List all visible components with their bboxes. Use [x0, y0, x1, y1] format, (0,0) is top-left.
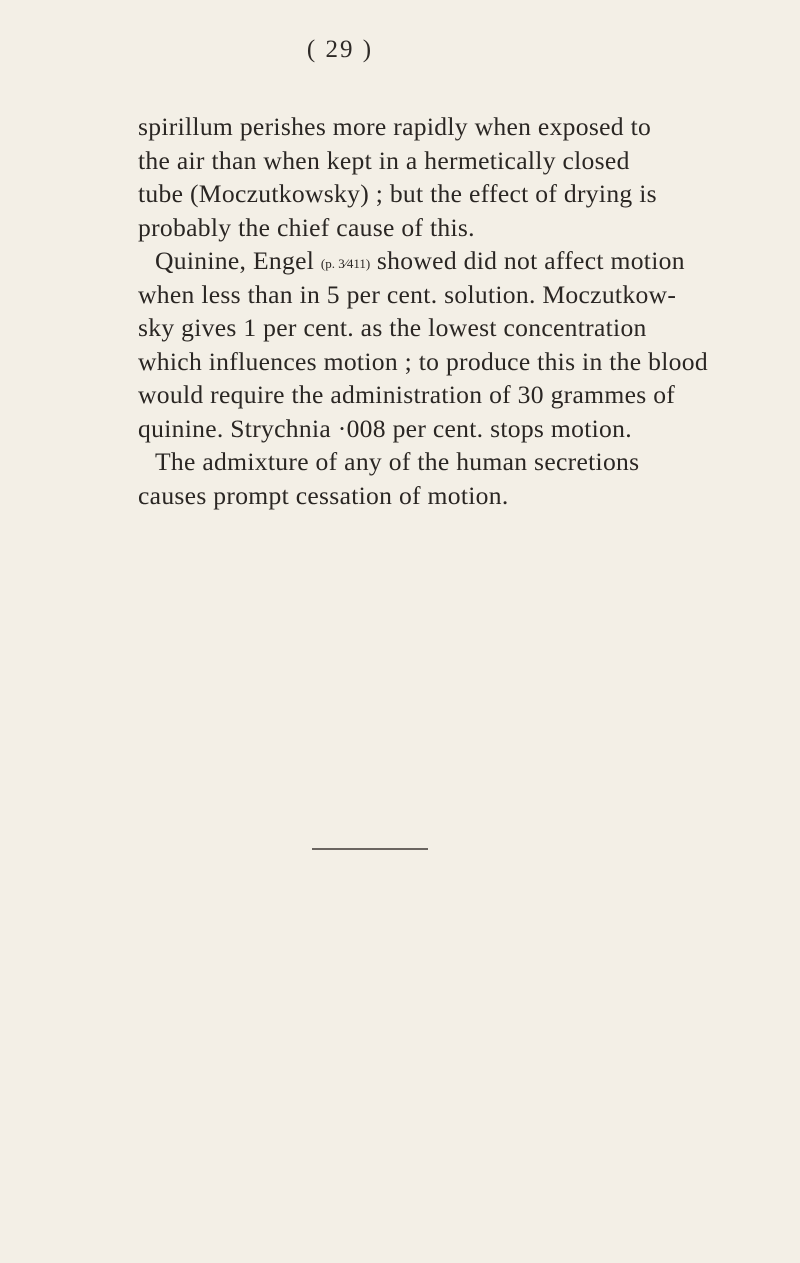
text-line-6: when less than in 5 per cent. solution. Moczutkow- — [138, 279, 677, 309]
text-line-5 — [138, 244, 778, 278]
page-number: ( 29 ) — [306, 36, 374, 63]
text-line-7: sky gives 1 per cent. as the lowest concentration — [138, 313, 647, 342]
section-divider — [312, 848, 428, 850]
text-line-5-end: showed did not affect motion — [370, 246, 685, 275]
text-line-4: probably the chief cause of this. — [138, 212, 475, 242]
text-line-9: would require the administration of 30 grammes of — [138, 380, 676, 409]
text-line-2: the air than when kept in a hermetically closed — [138, 145, 630, 175]
text-line-12: causes prompt cessation of motion. — [138, 480, 509, 510]
text-line-10: quinine. Strychnia ·008 per cent. stops motion. — [138, 413, 632, 443]
text-line-8: which influences motion ; to produce this in the blood — [138, 346, 708, 376]
body-text — [138, 110, 778, 512]
page-reference: (p. 3⁄411) — [320, 256, 371, 271]
text-line-11: The admixture of any of the human secretions — [155, 447, 640, 476]
text-line-3: tube (Moczutkowsky) ; but the effect of drying is — [138, 179, 657, 208]
text-line-5-start: Quinine, Engel — [155, 246, 321, 275]
text-line-1: spirillum perishes more rapidly when exposed to — [138, 112, 652, 141]
